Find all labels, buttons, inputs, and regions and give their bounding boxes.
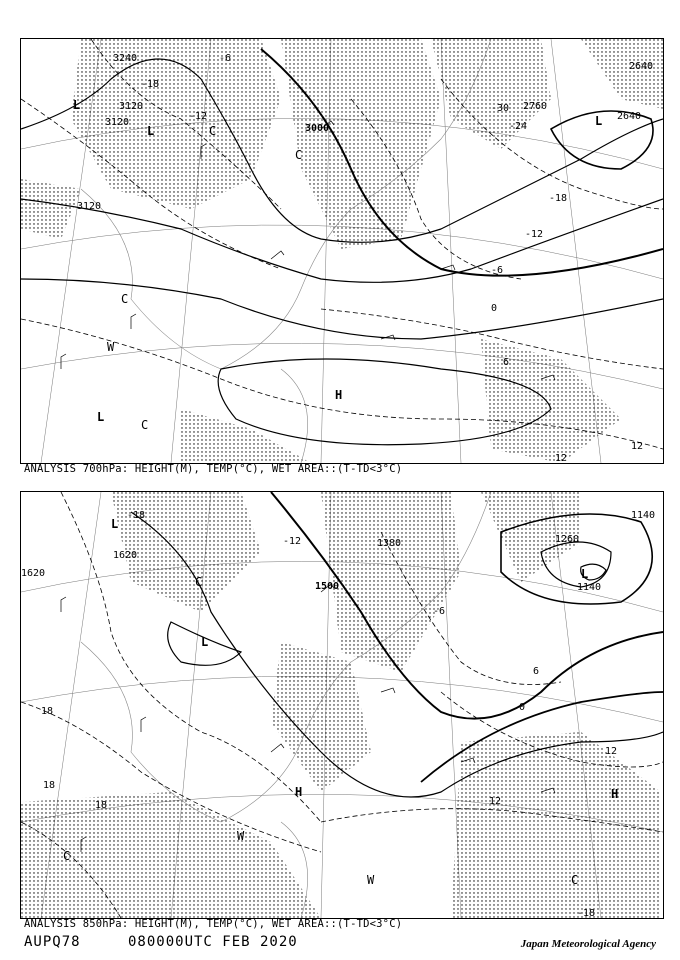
temperature-label: 6 bbox=[533, 666, 540, 677]
height-label: 2640 bbox=[629, 61, 654, 72]
height-label: 2640 bbox=[617, 111, 642, 122]
temperature-label: 12 bbox=[489, 796, 502, 807]
center-low: L bbox=[595, 114, 603, 128]
temperature-label: 12 bbox=[605, 746, 618, 757]
center-cold: C bbox=[141, 418, 149, 432]
center-warm: W bbox=[367, 873, 375, 887]
center-warm: W bbox=[107, 340, 115, 354]
temperature-label: 12 bbox=[631, 441, 644, 452]
temperature-label: 0 bbox=[519, 702, 526, 713]
height-label: 3000 bbox=[305, 123, 330, 134]
height-label: 3120 bbox=[119, 101, 144, 112]
center-cold: C bbox=[209, 124, 217, 138]
chart-id: AUPQ78 bbox=[24, 934, 81, 950]
center-low: L bbox=[581, 567, 589, 581]
height-label: 1140 bbox=[577, 582, 602, 593]
valid-time: 080000UTC FEB 2020 bbox=[128, 934, 298, 950]
temperature-label: -6 bbox=[219, 53, 232, 64]
temperature-label: -18 bbox=[577, 908, 596, 918]
map-panel-850hpa bbox=[20, 491, 664, 919]
caption-850hpa: ANALYSIS 850hPa: HEIGHT(M), TEMP(°C), WET AREA::(T-TD<3°C) bbox=[24, 918, 403, 930]
center-cold: C bbox=[295, 148, 303, 162]
height-label: 3240 bbox=[113, 53, 138, 64]
temperature-label: 0 bbox=[491, 303, 498, 314]
temperature-label: 18 bbox=[43, 780, 56, 791]
height-label: 1260 bbox=[555, 534, 580, 545]
height-label: 1380 bbox=[377, 538, 402, 549]
center-low: L bbox=[73, 98, 81, 112]
center-cold: C bbox=[63, 849, 71, 863]
temperature-label: -18 bbox=[141, 79, 160, 90]
temperature-label: -24 bbox=[509, 121, 528, 132]
temperature-label: 6 bbox=[503, 357, 510, 368]
temperature-label: -12 bbox=[283, 536, 302, 547]
center-low: L bbox=[201, 635, 209, 649]
center-low: L bbox=[111, 517, 119, 531]
height-label: 2760 bbox=[523, 101, 548, 112]
center-cold: C bbox=[121, 292, 129, 306]
temperature-label: 12 bbox=[555, 453, 568, 463]
temperature-label: -12 bbox=[189, 111, 208, 122]
height-label: 1620 bbox=[113, 550, 138, 561]
height-label: 3120 bbox=[77, 201, 102, 212]
temperature-label: 18 bbox=[41, 706, 54, 717]
temperature-label: -6 bbox=[433, 606, 446, 617]
temperature-label: 18 bbox=[95, 800, 108, 811]
temperature-label: -18 bbox=[127, 510, 146, 521]
temperature-label: -18 bbox=[549, 193, 568, 204]
height-label: 1500 bbox=[315, 581, 340, 592]
center-cold: C bbox=[571, 873, 579, 887]
agency-name: Japan Meteorological Agency bbox=[520, 938, 656, 950]
map-panel-700hpa bbox=[20, 38, 664, 464]
height-label: 1620 bbox=[21, 568, 46, 579]
center-high: H bbox=[295, 785, 303, 799]
height-label: 1140 bbox=[631, 510, 656, 521]
center-high: H bbox=[335, 388, 343, 402]
center-low: L bbox=[97, 410, 105, 424]
map-850hpa bbox=[21, 492, 663, 918]
temperature-label: -12 bbox=[525, 229, 544, 240]
center-low: L bbox=[147, 124, 155, 138]
temperature-label: -30 bbox=[491, 103, 510, 114]
map-700hpa bbox=[21, 39, 663, 463]
center-cold: C bbox=[195, 575, 203, 589]
center-high: H bbox=[611, 787, 619, 801]
center-warm: W bbox=[237, 829, 245, 843]
height-label: 3120 bbox=[105, 117, 130, 128]
temperature-label: -6 bbox=[491, 265, 504, 276]
caption-700hpa: ANALYSIS 700hPa: HEIGHT(M), TEMP(°C), WET AREA::(T-TD<3°C) bbox=[24, 463, 403, 475]
